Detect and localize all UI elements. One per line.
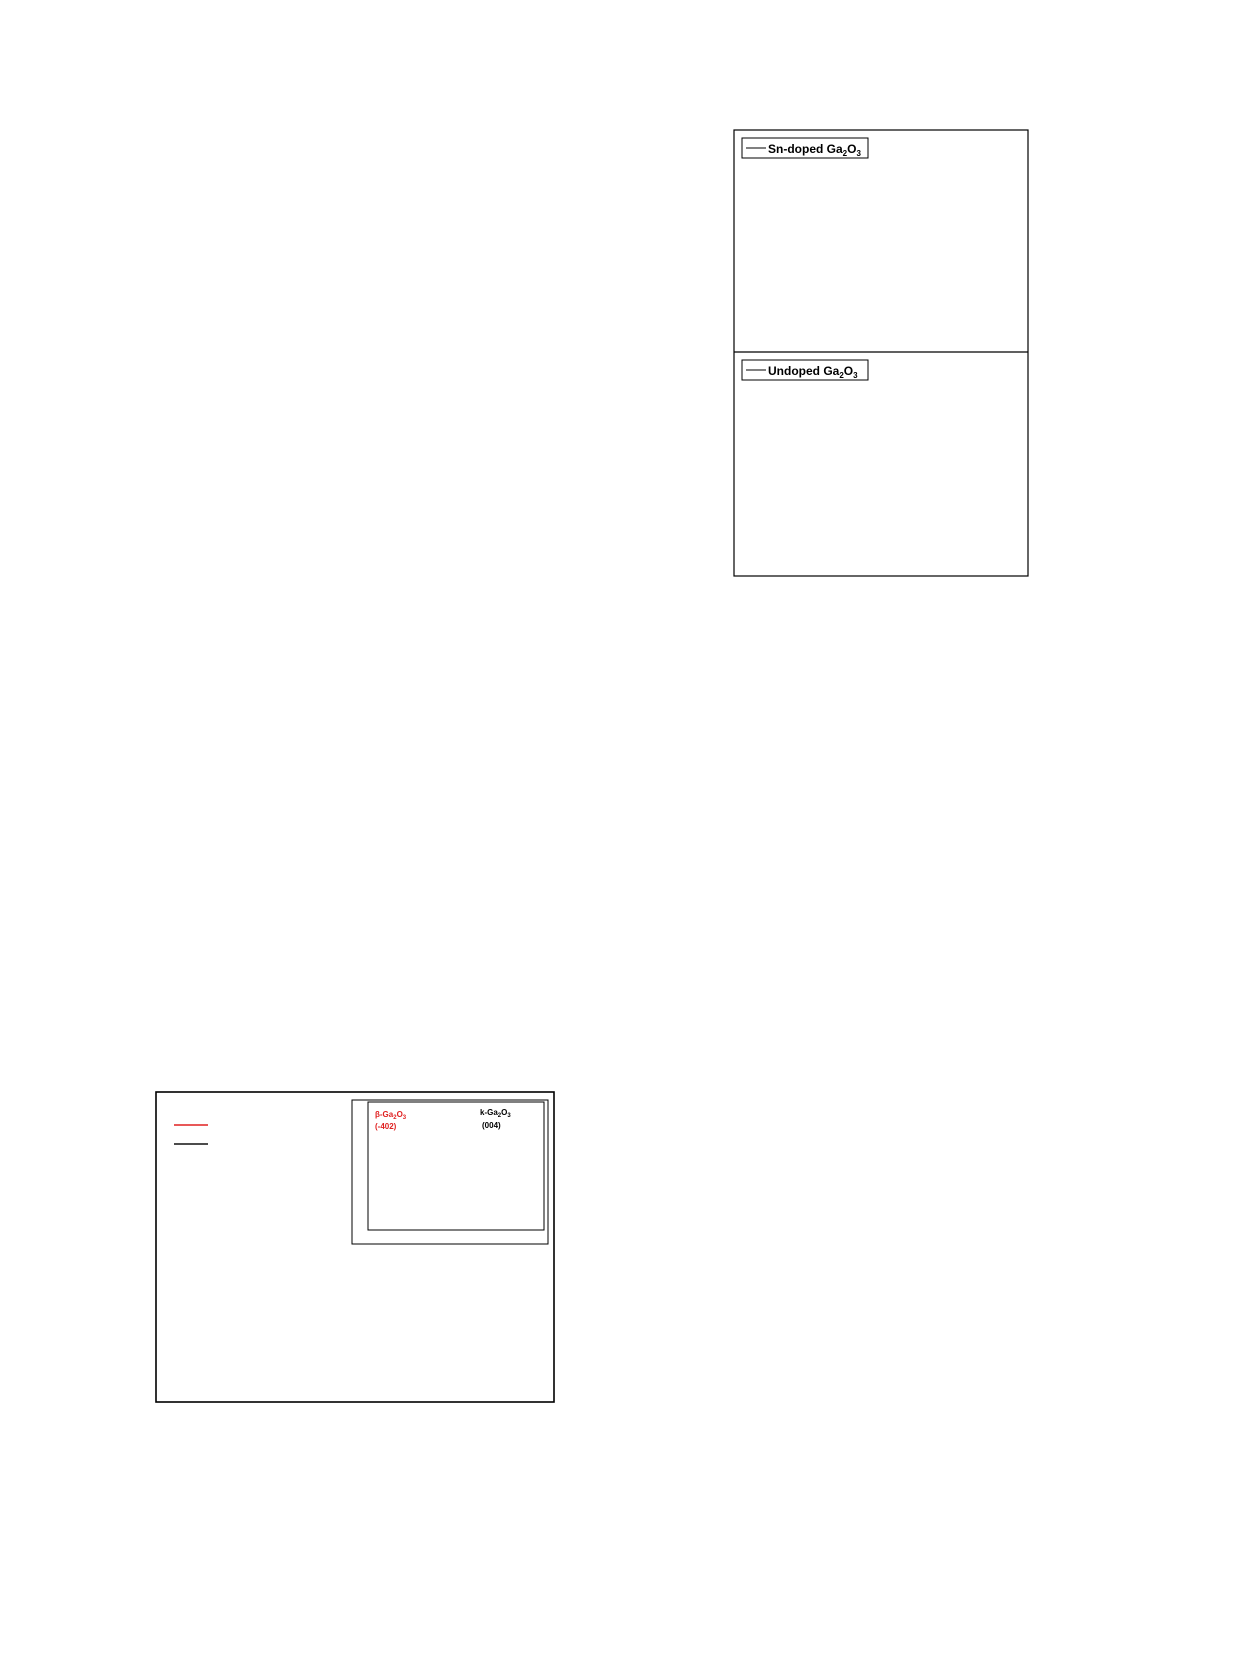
- legend: [174, 1125, 208, 1144]
- inset-annotation-beta: $\beta-Ga_2O_3$: [375, 1110, 407, 1121]
- legend-top: [742, 138, 868, 158]
- legend-bottom: [742, 360, 868, 380]
- inset-chart: [352, 1100, 548, 1244]
- inset-annotation-beta-plane: (-402): [375, 1122, 397, 1131]
- figure-8-raman-chart: [728, 108, 1108, 628]
- inset-annotation-kappa: $k-Ga_2O_3$: [480, 1108, 511, 1119]
- legend-label-sn-doped: Sn-doped $Ga_2O_3$: [768, 142, 861, 158]
- figure-7-xrd-chart: [122, 1088, 572, 1460]
- legend-label-undoped: Undoped $Ga_2O_3$: [768, 364, 858, 380]
- left-column: [79, 112, 607, 133]
- inset-annotation-kappa-plane: (004): [482, 1121, 501, 1130]
